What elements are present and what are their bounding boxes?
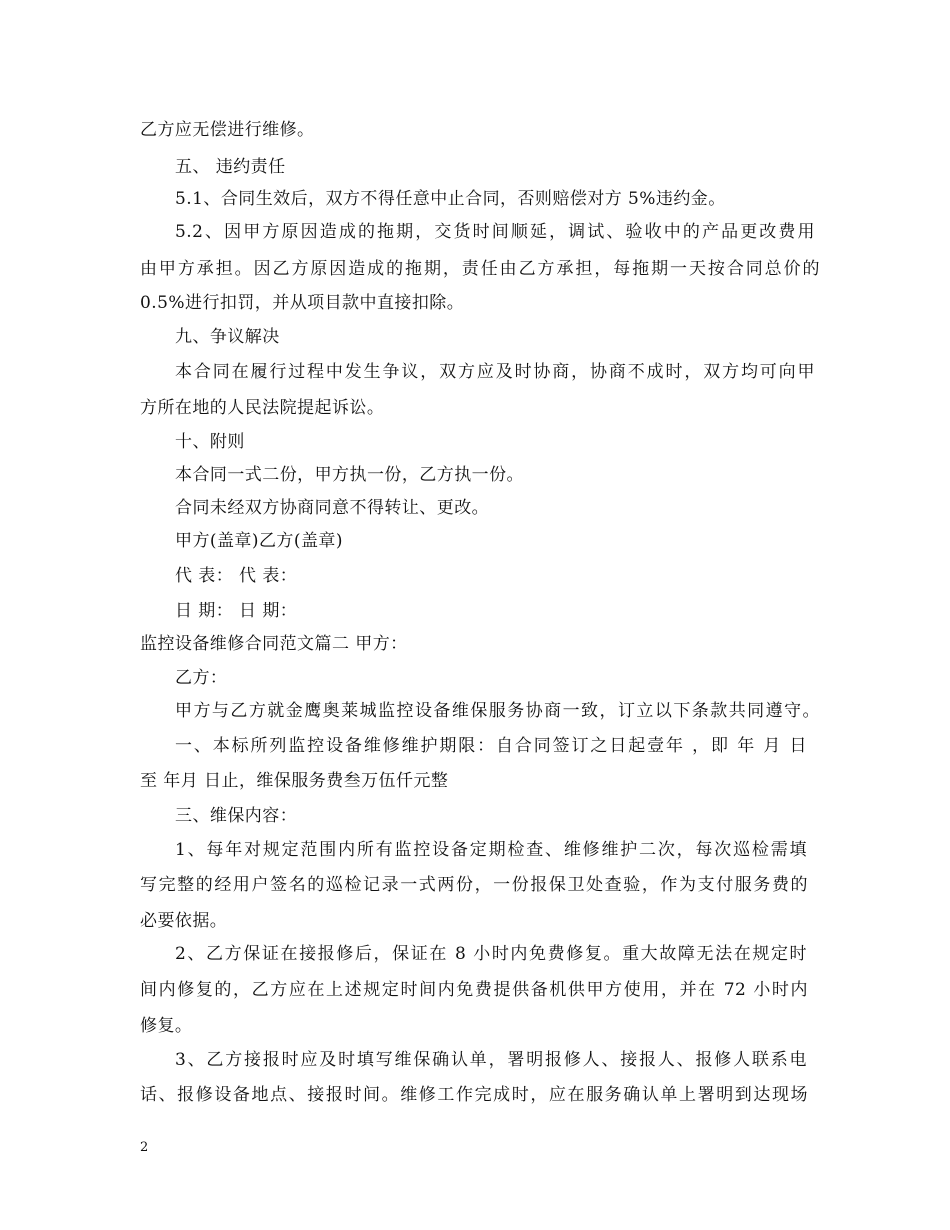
text-line: 本合同在履行过程中发生争议，双方应及时协商，协商不成时，双方均可向甲 xyxy=(175,362,815,382)
text-line: 由甲方承担。因乙方原因造成的拖期，责任由乙方承担，每拖期一天按合同总价的 xyxy=(140,259,820,279)
page-number: 2 xyxy=(140,1140,149,1155)
text-line: 乙方应无偿进行维修。 xyxy=(140,120,315,140)
text-line: 甲方与乙方就金鹰奥莱城监控设备维保服务协商一致，订立以下条款共同遵守。 xyxy=(175,701,820,721)
text-line: 必要依据。 xyxy=(140,911,228,931)
text-line: 至 年月 日止，维保服务费叁万伍仟元整 xyxy=(140,771,449,791)
text-line: 5.1、合同生效后，双方不得任意中止合同，否则赔偿对方 5%违约金。 xyxy=(175,189,726,209)
text-line: 本合同一式二份，甲方执一份，乙方执一份。 xyxy=(175,465,524,485)
signature-line: 甲方(盖章)乙方(盖章) xyxy=(175,531,343,551)
section-heading: 五、 违约责任 xyxy=(175,157,286,177)
text-line: 间内修复的，乙方应在上述规定时间内免费提供备机供甲方使用，并在 72 小时内 xyxy=(140,980,808,1000)
section-heading: 三、维保内容： xyxy=(175,806,298,826)
signature-line: 代 表： 代 表： xyxy=(175,566,298,586)
text-line: 0.5%进行扣罚，并从项目款中直接扣除。 xyxy=(140,293,465,313)
section-heading: 九、争议解决 xyxy=(175,327,280,347)
text-line: 合同未经双方协商同意不得转让、更改。 xyxy=(175,498,490,518)
text-line: 话、报修设备地点、接报时间。维修工作完成时，应在服务确认单上署明到达现场 xyxy=(140,1085,808,1105)
signature-line: 日 期： 日 期： xyxy=(175,601,298,621)
text-line: 写完整的经用户签名的巡检记录一式两份，一份报保卫处查验，作为支付服务费的 xyxy=(140,875,808,895)
text-line: 修复。 xyxy=(140,1016,193,1036)
text-line: 2、乙方保证在接报修后，保证在 8 小时内免费修复。重大故障无法在规定时 xyxy=(175,944,807,964)
text-line: 乙方： xyxy=(175,668,228,688)
text-line: 方所在地的人民法院提起诉讼。 xyxy=(140,398,385,418)
text-line: 1、每年对规定范围内所有监控设备定期检查、维修维护二次，每次巡检需填 xyxy=(175,840,807,860)
text-line: 一、本标所列监控设备维修维护期限：自合同签订之日起壹年 ，即 年 月 日 xyxy=(175,736,807,756)
text-line: 3、乙方接报时应及时填写维保确认单，署明报修人、接报人、报修人联系电 xyxy=(175,1050,807,1070)
document-title: 监控设备维修合同范文篇二 甲方： xyxy=(140,634,408,654)
text-line: 5.2、因甲方原因造成的拖期，交货时间顺延，调试、验收中的产品更改费用 xyxy=(175,222,815,242)
section-heading: 十、附则 xyxy=(175,432,245,452)
